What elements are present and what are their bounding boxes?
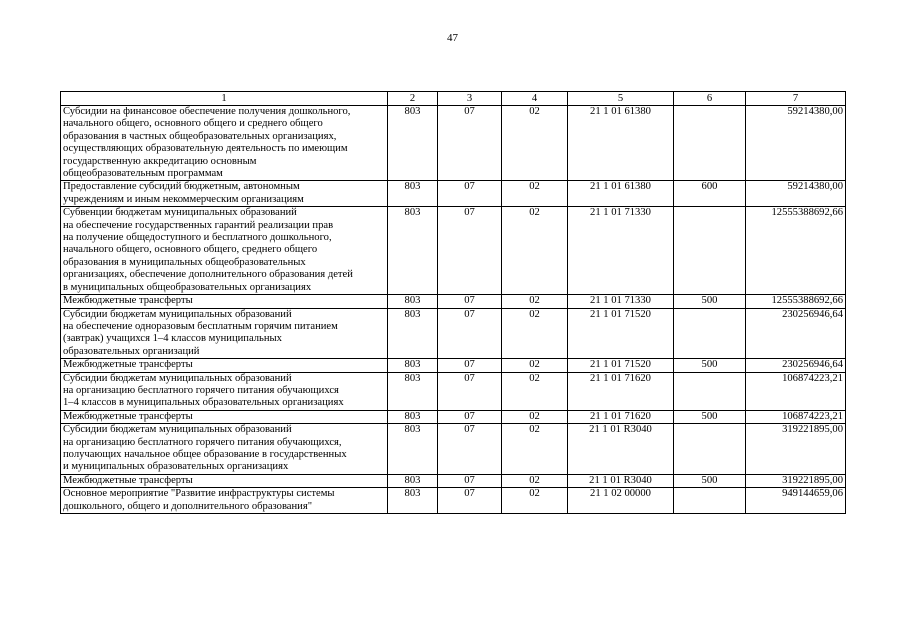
department-code-cell: 803 <box>388 359 438 372</box>
row-name-line: образовательных организаций <box>63 345 200 357</box>
expense-type-cell <box>674 308 746 359</box>
row-name-line: Субсидии бюджетам муниципальных образований <box>63 308 292 320</box>
table-row <box>61 359 846 372</box>
department-code-cell: 803 <box>388 410 438 423</box>
row-name-line: Субсидии на финансовое обеспечение получения дошкольного, <box>63 106 351 117</box>
column-header: 3 <box>438 92 502 106</box>
expense-type-cell <box>674 488 746 514</box>
row-name-line: Основное мероприятие "Развитие инфраструктуры системы <box>63 488 335 500</box>
row-name-line: Предоставление субсидий бюджетным, автономным <box>63 181 300 193</box>
department-code-cell: 803 <box>388 488 438 514</box>
row-name-line: Межбюджетные трансферты <box>63 359 193 371</box>
section-code-cell: 07 <box>438 359 502 372</box>
table-row <box>61 488 846 514</box>
subsection-code-cell: 02 <box>502 488 568 514</box>
table-row <box>61 372 846 410</box>
department-code-cell: 803 <box>388 106 438 181</box>
target-article-cell: 21 1 01 61380 <box>568 181 674 207</box>
table-body <box>61 106 846 514</box>
row-name-line: на организацию бесплатного горячего питания обучающихся, <box>63 436 342 448</box>
department-code-cell: 803 <box>388 424 438 475</box>
expense-type-cell <box>674 106 746 181</box>
section-code-cell: 07 <box>438 181 502 207</box>
row-name-line: государственную аккредитацию основным <box>63 155 257 167</box>
section-code-cell: 07 <box>438 424 502 475</box>
subsection-code-cell: 02 <box>502 359 568 372</box>
row-name-cell <box>61 308 388 359</box>
row-name-cell <box>61 410 388 423</box>
row-name-line: образования в муниципальных общеобразовательных <box>63 256 306 268</box>
row-name-cell <box>61 488 388 514</box>
column-header: 6 <box>674 92 746 106</box>
row-name-line: Межбюджетные трансферты <box>63 474 193 486</box>
table-row <box>61 181 846 207</box>
target-article-cell: 21 1 01 R3040 <box>568 424 674 475</box>
department-code-cell: 803 <box>388 474 438 487</box>
section-code-cell: 07 <box>438 308 502 359</box>
row-name-line: Субвенции бюджетам муниципальных образований <box>63 207 297 219</box>
amount-cell: 59214380,00 <box>746 106 846 181</box>
row-name-line: Субсидии бюджетам муниципальных образований <box>63 424 292 436</box>
row-name-line: на организацию бесплатного горячего питания обучающихся <box>63 384 339 396</box>
table-row <box>61 410 846 423</box>
expense-type-cell: 500 <box>674 474 746 487</box>
table-row <box>61 207 846 295</box>
table-row <box>61 424 846 475</box>
table-header-row <box>61 92 846 106</box>
column-header: 5 <box>568 92 674 106</box>
row-name-cell <box>61 295 388 308</box>
section-code-cell: 07 <box>438 295 502 308</box>
budget-table <box>60 91 846 514</box>
table-row <box>61 106 846 181</box>
row-name-cell <box>61 424 388 475</box>
row-name-line: на обеспечение государственных гарантий реализации прав <box>63 219 334 231</box>
target-article-cell: 21 1 01 71620 <box>568 410 674 423</box>
department-code-cell: 803 <box>388 308 438 359</box>
section-code-cell: 07 <box>438 474 502 487</box>
target-article-cell: 21 1 01 R3040 <box>568 474 674 487</box>
subsection-code-cell: 02 <box>502 410 568 423</box>
section-code-cell: 07 <box>438 372 502 410</box>
table-row <box>61 474 846 487</box>
row-name-cell <box>61 372 388 410</box>
row-name-line: учреждениям и иным некоммерческим организациям <box>63 193 304 205</box>
target-article-cell: 21 1 01 61380 <box>568 106 674 181</box>
subsection-code-cell: 02 <box>502 181 568 207</box>
column-header: 2 <box>388 92 438 106</box>
department-code-cell: 803 <box>388 295 438 308</box>
table-row <box>61 295 846 308</box>
expense-type-cell: 600 <box>674 181 746 207</box>
row-name-line: и муниципальных образовательных организациях <box>63 461 289 473</box>
column-header: 1 <box>61 92 388 106</box>
target-article-cell: 21 1 02 00000 <box>568 488 674 514</box>
section-code-cell: 07 <box>438 410 502 423</box>
row-name-line: 1–4 классов в муниципальных образовательных организациях <box>63 397 344 409</box>
amount-cell: 12555388692,66 <box>746 295 846 308</box>
row-name-line: в муниципальных общеобразовательных организациях <box>63 281 312 293</box>
expense-type-cell: 500 <box>674 295 746 308</box>
row-name-line: (завтрак) учащихся 1–4 классов муниципальных <box>63 333 282 345</box>
amount-cell: 949144659,06 <box>746 488 846 514</box>
department-code-cell: 803 <box>388 372 438 410</box>
amount-cell: 12555388692,66 <box>746 207 846 295</box>
row-name-line: образования в частных общеобразовательных организациях, <box>63 130 337 142</box>
target-article-cell: 21 1 01 71520 <box>568 308 674 359</box>
amount-cell: 230256946,64 <box>746 308 846 359</box>
row-name-cell <box>61 207 388 295</box>
column-header: 7 <box>746 92 846 106</box>
target-article-cell: 21 1 01 71520 <box>568 359 674 372</box>
row-name-line: Субсидии бюджетам муниципальных образований <box>63 372 292 384</box>
page-number: 47 <box>447 32 458 44</box>
row-name-cell <box>61 106 388 181</box>
subsection-code-cell: 02 <box>502 372 568 410</box>
row-name-line: общеобразовательным программам <box>63 168 223 180</box>
column-header: 4 <box>502 92 568 106</box>
expense-type-cell <box>674 207 746 295</box>
department-code-cell: 803 <box>388 207 438 295</box>
amount-cell: 106874223,21 <box>746 372 846 410</box>
section-code-cell: 07 <box>438 207 502 295</box>
row-name-line: на обеспечение одноразовым бесплатным горячим питанием <box>63 320 338 332</box>
subsection-code-cell: 02 <box>502 106 568 181</box>
target-article-cell: 21 1 01 71620 <box>568 372 674 410</box>
row-name-line: Межбюджетные трансферты <box>63 410 193 422</box>
row-name-cell <box>61 359 388 372</box>
amount-cell: 106874223,21 <box>746 410 846 423</box>
row-name-cell <box>61 474 388 487</box>
row-name-line: на получение общедоступного и бесплатного дошкольного, <box>63 232 332 244</box>
target-article-cell: 21 1 01 71330 <box>568 207 674 295</box>
subsection-code-cell: 02 <box>502 308 568 359</box>
row-name-line: Межбюджетные трансферты <box>63 295 193 307</box>
amount-cell: 319221895,00 <box>746 424 846 475</box>
expense-type-cell: 500 <box>674 410 746 423</box>
row-name-line: начального общего, основного общего и среднего общего <box>63 118 323 130</box>
subsection-code-cell: 02 <box>502 474 568 487</box>
row-name-line: получающих начальное общее образование в государственных <box>63 448 347 460</box>
row-name-line: начального общего, основного общего, среднего общего <box>63 244 318 256</box>
amount-cell: 319221895,00 <box>746 474 846 487</box>
expense-type-cell <box>674 372 746 410</box>
subsection-code-cell: 02 <box>502 207 568 295</box>
target-article-cell: 21 1 01 71330 <box>568 295 674 308</box>
section-code-cell: 07 <box>438 106 502 181</box>
row-name-line: организациях, обеспечение дополнительного образования детей <box>63 269 353 281</box>
expense-type-cell <box>674 424 746 475</box>
row-name-line: дошкольного, общего и дополнительного образования" <box>63 500 313 512</box>
row-name-cell <box>61 181 388 207</box>
row-name-line: осуществляющих образовательную деятельность по имеющим <box>63 143 348 155</box>
amount-cell: 230256946,64 <box>746 359 846 372</box>
department-code-cell: 803 <box>388 181 438 207</box>
table-row <box>61 308 846 359</box>
subsection-code-cell: 02 <box>502 295 568 308</box>
subsection-code-cell: 02 <box>502 424 568 475</box>
amount-cell: 59214380,00 <box>746 181 846 207</box>
expense-type-cell: 500 <box>674 359 746 372</box>
section-code-cell: 07 <box>438 488 502 514</box>
